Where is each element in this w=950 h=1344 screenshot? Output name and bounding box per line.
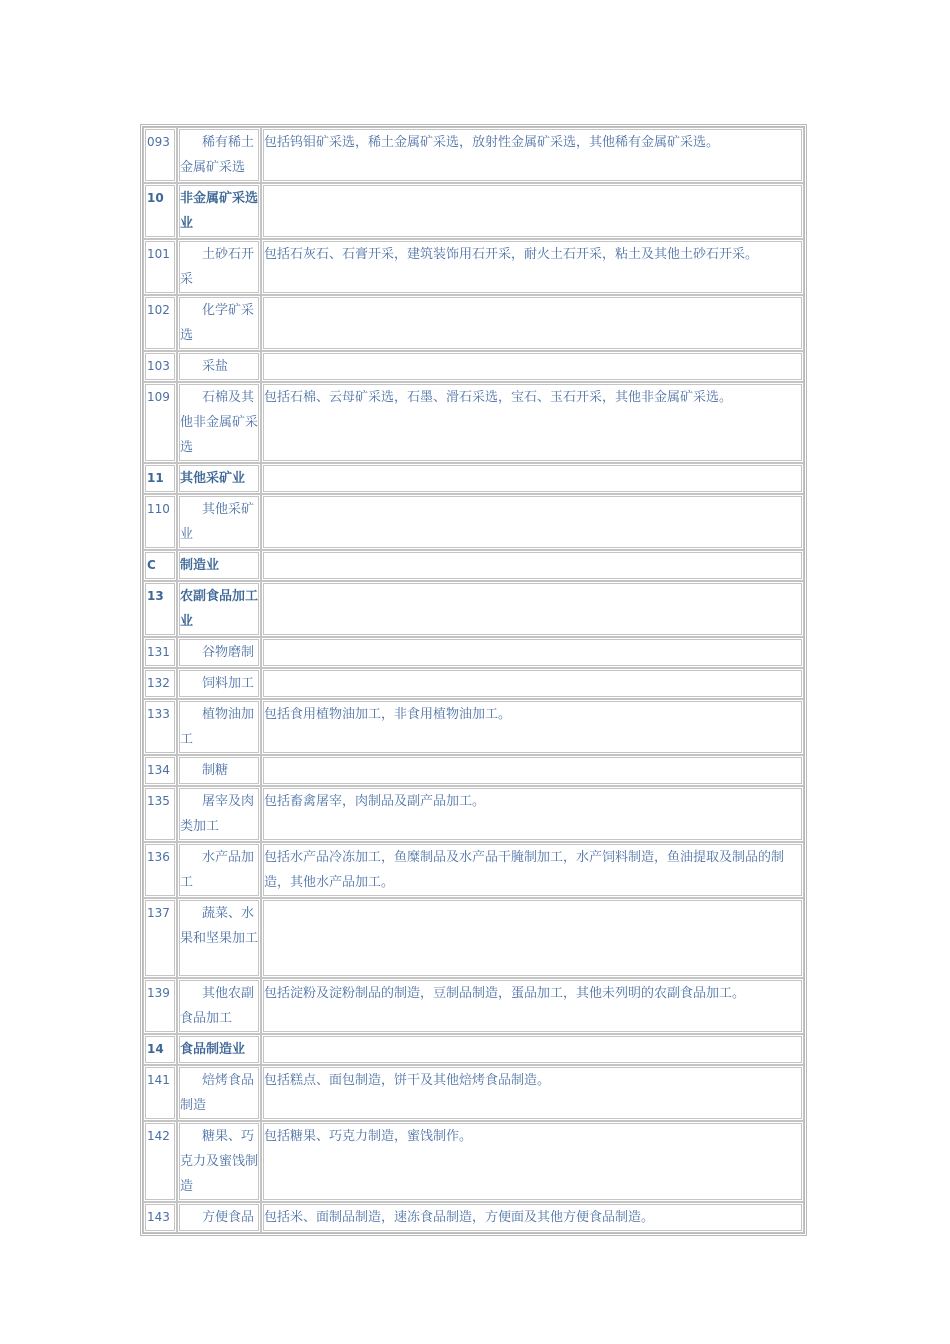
row-description: 包括石棉、云母矿采选，石墨、滑石采选，宝石、玉石开采，其他非金属矿采选。	[261, 382, 804, 463]
row-category-name	[177, 978, 261, 1034]
table-row	[143, 1065, 804, 1121]
row-category-name	[177, 494, 261, 550]
table-row	[143, 637, 804, 668]
row-code: 101	[143, 239, 177, 295]
row-category-name	[177, 463, 261, 494]
row-category-name	[177, 637, 261, 668]
row-description	[261, 898, 804, 978]
row-description: 包括石灰石、石膏开采，建筑装饰用石开采，耐火土石开采，粘土及其他土砂石开采。	[261, 239, 804, 295]
row-description	[261, 550, 804, 581]
row-category-name	[177, 898, 261, 978]
row-description	[261, 295, 804, 351]
category-name-text: 焙烤食品制造	[180, 1073, 255, 1113]
row-category-name	[177, 550, 261, 581]
row-category-name	[177, 842, 261, 898]
category-name-text: 石棉及其他非金属矿采选	[180, 390, 259, 455]
category-name-text: 谷物磨制	[202, 645, 255, 660]
row-category-name	[177, 295, 261, 351]
row-code: 109	[143, 382, 177, 463]
row-category-name	[177, 239, 261, 295]
row-description: 包括糕点、面包制造，饼干及其他焙烤食品制造。	[261, 1065, 804, 1121]
category-name-text: 非金属矿采选业	[180, 191, 259, 231]
row-description: 包括食用植物油加工，非食用植物油加工。	[261, 699, 804, 755]
row-code: 141	[143, 1065, 177, 1121]
category-name-text: 稀有稀土金属矿采选	[180, 135, 255, 175]
row-code: 110	[143, 494, 177, 550]
row-category-name	[177, 183, 261, 239]
row-description	[261, 494, 804, 550]
row-code: 13	[143, 581, 177, 637]
table-row	[143, 978, 804, 1034]
table-row	[143, 463, 804, 494]
row-description: 包括畜禽屠宰，肉制品及副产品加工。	[261, 786, 804, 842]
category-name-text: 制造业	[180, 558, 220, 573]
table-row	[143, 755, 804, 786]
row-category-name	[177, 581, 261, 637]
row-description	[261, 581, 804, 637]
industry-classification-table	[140, 124, 807, 1236]
row-category-name	[177, 1065, 261, 1121]
row-code: 137	[143, 898, 177, 978]
row-code: 093	[143, 127, 177, 183]
row-category-name	[177, 382, 261, 463]
row-description	[261, 1034, 804, 1065]
row-code: 103	[143, 351, 177, 382]
category-name-text: 制糖	[202, 763, 229, 778]
row-description	[261, 463, 804, 494]
row-category-name	[177, 127, 261, 183]
table-row	[143, 1034, 804, 1065]
category-name-text: 采盐	[202, 359, 229, 374]
row-category-name	[177, 1202, 261, 1233]
table-body	[143, 127, 804, 1233]
row-code: 142	[143, 1121, 177, 1202]
category-name-text: 饲料加工	[202, 676, 255, 691]
classification-page	[140, 124, 807, 1236]
table-row	[143, 550, 804, 581]
table-row	[143, 239, 804, 295]
category-name-text: 方便食品	[202, 1210, 255, 1225]
row-category-name	[177, 755, 261, 786]
row-description	[261, 637, 804, 668]
row-code: 132	[143, 668, 177, 699]
row-description: 包括淀粉及淀粉制品的制造，豆制品制造，蛋品加工，其他未列明的农副食品加工。	[261, 978, 804, 1034]
row-code: C	[143, 550, 177, 581]
row-description: 包括水产品冷冻加工，鱼糜制品及水产品干腌制加工，水产饲料制造，鱼油提取及制品的制造，其他水产品加工。	[261, 842, 804, 898]
category-name-text: 土砂石开采	[180, 247, 255, 287]
table-row	[143, 668, 804, 699]
table-row	[143, 183, 804, 239]
row-description: 包括钨钼矿采选，稀土金属矿采选，放射性金属矿采选，其他稀有金属矿采选。	[261, 127, 804, 183]
row-description	[261, 755, 804, 786]
row-code: 135	[143, 786, 177, 842]
row-code: 136	[143, 842, 177, 898]
category-name-text: 植物油加工	[180, 707, 255, 747]
table-row	[143, 295, 804, 351]
row-description: 包括米、面制品制造，速冻食品制造，方便面及其他方便食品制造。	[261, 1202, 804, 1233]
category-name-text: 糖果、巧克力及蜜饯制造	[180, 1129, 259, 1194]
row-code: 139	[143, 978, 177, 1034]
category-name-text: 农副食品加工业	[180, 589, 259, 629]
row-description	[261, 668, 804, 699]
row-code: 14	[143, 1034, 177, 1065]
category-name-text: 化学矿采选	[180, 303, 255, 343]
row-description	[261, 351, 804, 382]
row-category-name	[177, 699, 261, 755]
category-name-text: 蔬菜、水果和坚果加工	[180, 906, 259, 946]
row-description: 包括糖果、巧克力制造，蜜饯制作。	[261, 1121, 804, 1202]
row-description	[261, 183, 804, 239]
row-code: 143	[143, 1202, 177, 1233]
category-name-text: 其他采矿业	[180, 502, 255, 542]
category-name-text: 其他农副食品加工	[180, 986, 255, 1026]
table-row	[143, 351, 804, 382]
table-row	[143, 786, 804, 842]
row-category-name	[177, 668, 261, 699]
category-name-text: 屠宰及肉类加工	[180, 794, 255, 834]
table-row	[143, 581, 804, 637]
row-category-name	[177, 786, 261, 842]
row-category-name	[177, 1034, 261, 1065]
category-name-text: 食品制造业	[180, 1042, 246, 1057]
table-row	[143, 898, 804, 978]
row-code: 10	[143, 183, 177, 239]
table-row	[143, 1202, 804, 1233]
table-row	[143, 1121, 804, 1202]
row-code: 102	[143, 295, 177, 351]
category-name-text: 其他采矿业	[180, 471, 246, 486]
table-row	[143, 127, 804, 183]
row-category-name	[177, 1121, 261, 1202]
row-code: 11	[143, 463, 177, 494]
row-code: 133	[143, 699, 177, 755]
table-row	[143, 382, 804, 463]
table-row	[143, 699, 804, 755]
row-code: 134	[143, 755, 177, 786]
table-row	[143, 842, 804, 898]
row-category-name	[177, 351, 261, 382]
category-name-text: 水产品加工	[180, 850, 255, 890]
row-code: 131	[143, 637, 177, 668]
table-row	[143, 494, 804, 550]
